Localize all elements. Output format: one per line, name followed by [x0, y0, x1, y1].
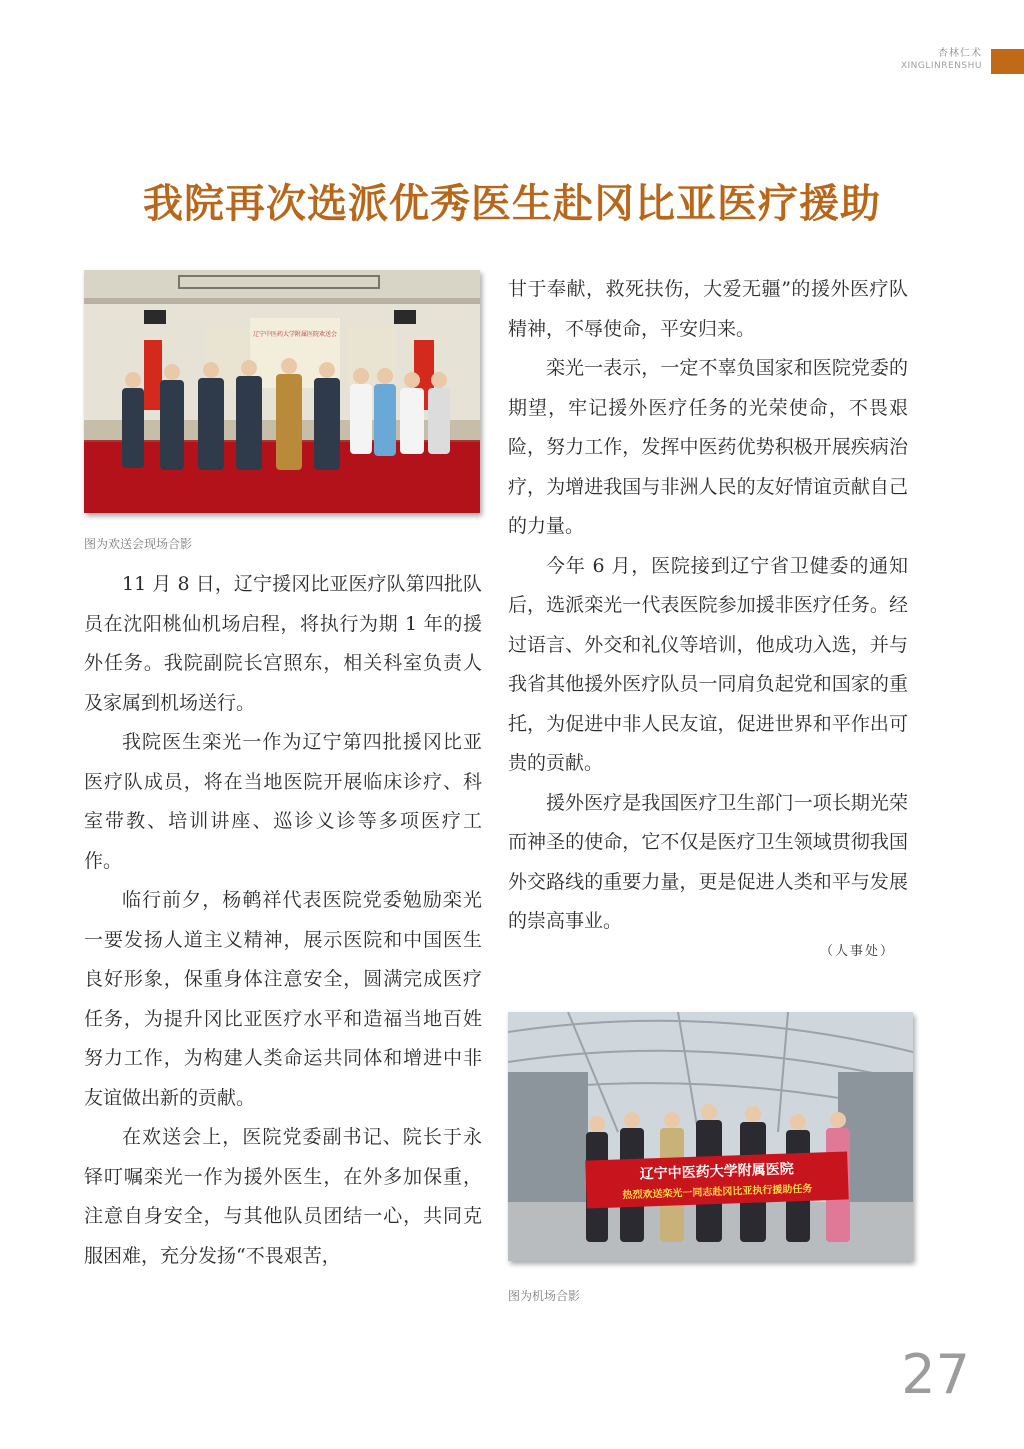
screen-text: 辽宁中医药大学附属医院欢送会 — [252, 331, 338, 338]
banner-line-2: 热烈欢送栾光一同志赴冈比亚执行援助任务 — [622, 1183, 813, 1202]
banner-line-1: 辽宁中医药大学附属医院 — [639, 1161, 794, 1183]
running-header — [901, 47, 982, 72]
article-signature: （人事处） — [820, 944, 896, 959]
photo2-caption: 图为机场合影 — [508, 1289, 581, 1303]
airport-illustration — [508, 1012, 913, 1261]
farewell-meeting-illustration — [84, 270, 480, 513]
paragraph: 11 月 8 日，辽宁援冈比亚医疗队第四批队员在沈阳桃仙机场启程，将执行为期 1 年的援外任务。我院副院长宫照东，相关科室负责人及家属到机场送行。 — [84, 573, 482, 714]
header-accent-bar — [991, 49, 1024, 74]
paragraph: 今年 6 月，医院接到辽宁省卫健委的通知后，选派栾光一代表医院参加援非医疗任务。经过语言、外交和礼仪等培训，他成功入选，并与我省其他援外医疗队员一同肩负起党和国家的重托，为促进中非人民友谊，促进世界和平作出可贵的贡献。 — [508, 554, 908, 774]
airport-group-photo — [508, 1012, 913, 1261]
farewell-meeting-photo — [84, 270, 480, 513]
article-column-right — [508, 270, 908, 942]
article-column-left — [84, 565, 482, 1276]
paragraph: 我院医生栾光一作为辽宁第四批援冈比亚医疗队成员，将在当地医院开展临床诊疗、科室带教、培训讲座、巡诊义诊等多项医疗工作。 — [84, 731, 482, 872]
welcome-banner — [585, 1151, 849, 1208]
paragraph: 在欢送会上，医院党委副书记、院长于永铎叮嘱栾光一作为援外医生，在外多加保重，注意自身安全，与其他队员团结一心，共同克服困难，充分发扬“不畏艰苦， — [84, 1126, 482, 1267]
photo1-caption: 图为欢送会现场合影 — [84, 537, 193, 551]
paragraph: 援外医疗是我国医疗卫生部门一项长期光荣而神圣的使命，它不仅是医疗卫生领域贯彻我国外交路线的重要力量，更是促进人类和平与发展的崇高事业。 — [508, 791, 908, 932]
article-title: 我院再次选派优秀医生赴冈比亚医疗援助 — [143, 180, 881, 227]
section-name-cn: 杏林仁术 — [938, 48, 982, 59]
paragraph-continued: 甘于奉献，救死扶伤，大爱无疆”的援外医疗队精神，不辱使命，平安归来。 — [508, 278, 908, 340]
paragraph: 临行前夕，杨鹌祥代表医院党委勉励栾光一要发扬人道主义精神，展示医院和中国医生良好形象，保重身体注意安全，圆满完成医疗任务，为提升冈比亚医疗水平和造福当地百姓努力工作，为构建人类命运共同体和增进中非友谊做出新的贡献。 — [84, 889, 482, 1109]
paragraph: 栾光一表示，一定不辜负国家和医院党委的期望，牢记援外医疗任务的光荣使命，不畏艰险，努力工作，发挥中医药优势积极开展疾病治疗，为增进我国与非洲人民的友好情谊贡献自己的力量。 — [508, 357, 908, 537]
page-number: 27 — [901, 1343, 970, 1406]
section-name-en: XINGLINRENSHU — [900, 61, 982, 71]
